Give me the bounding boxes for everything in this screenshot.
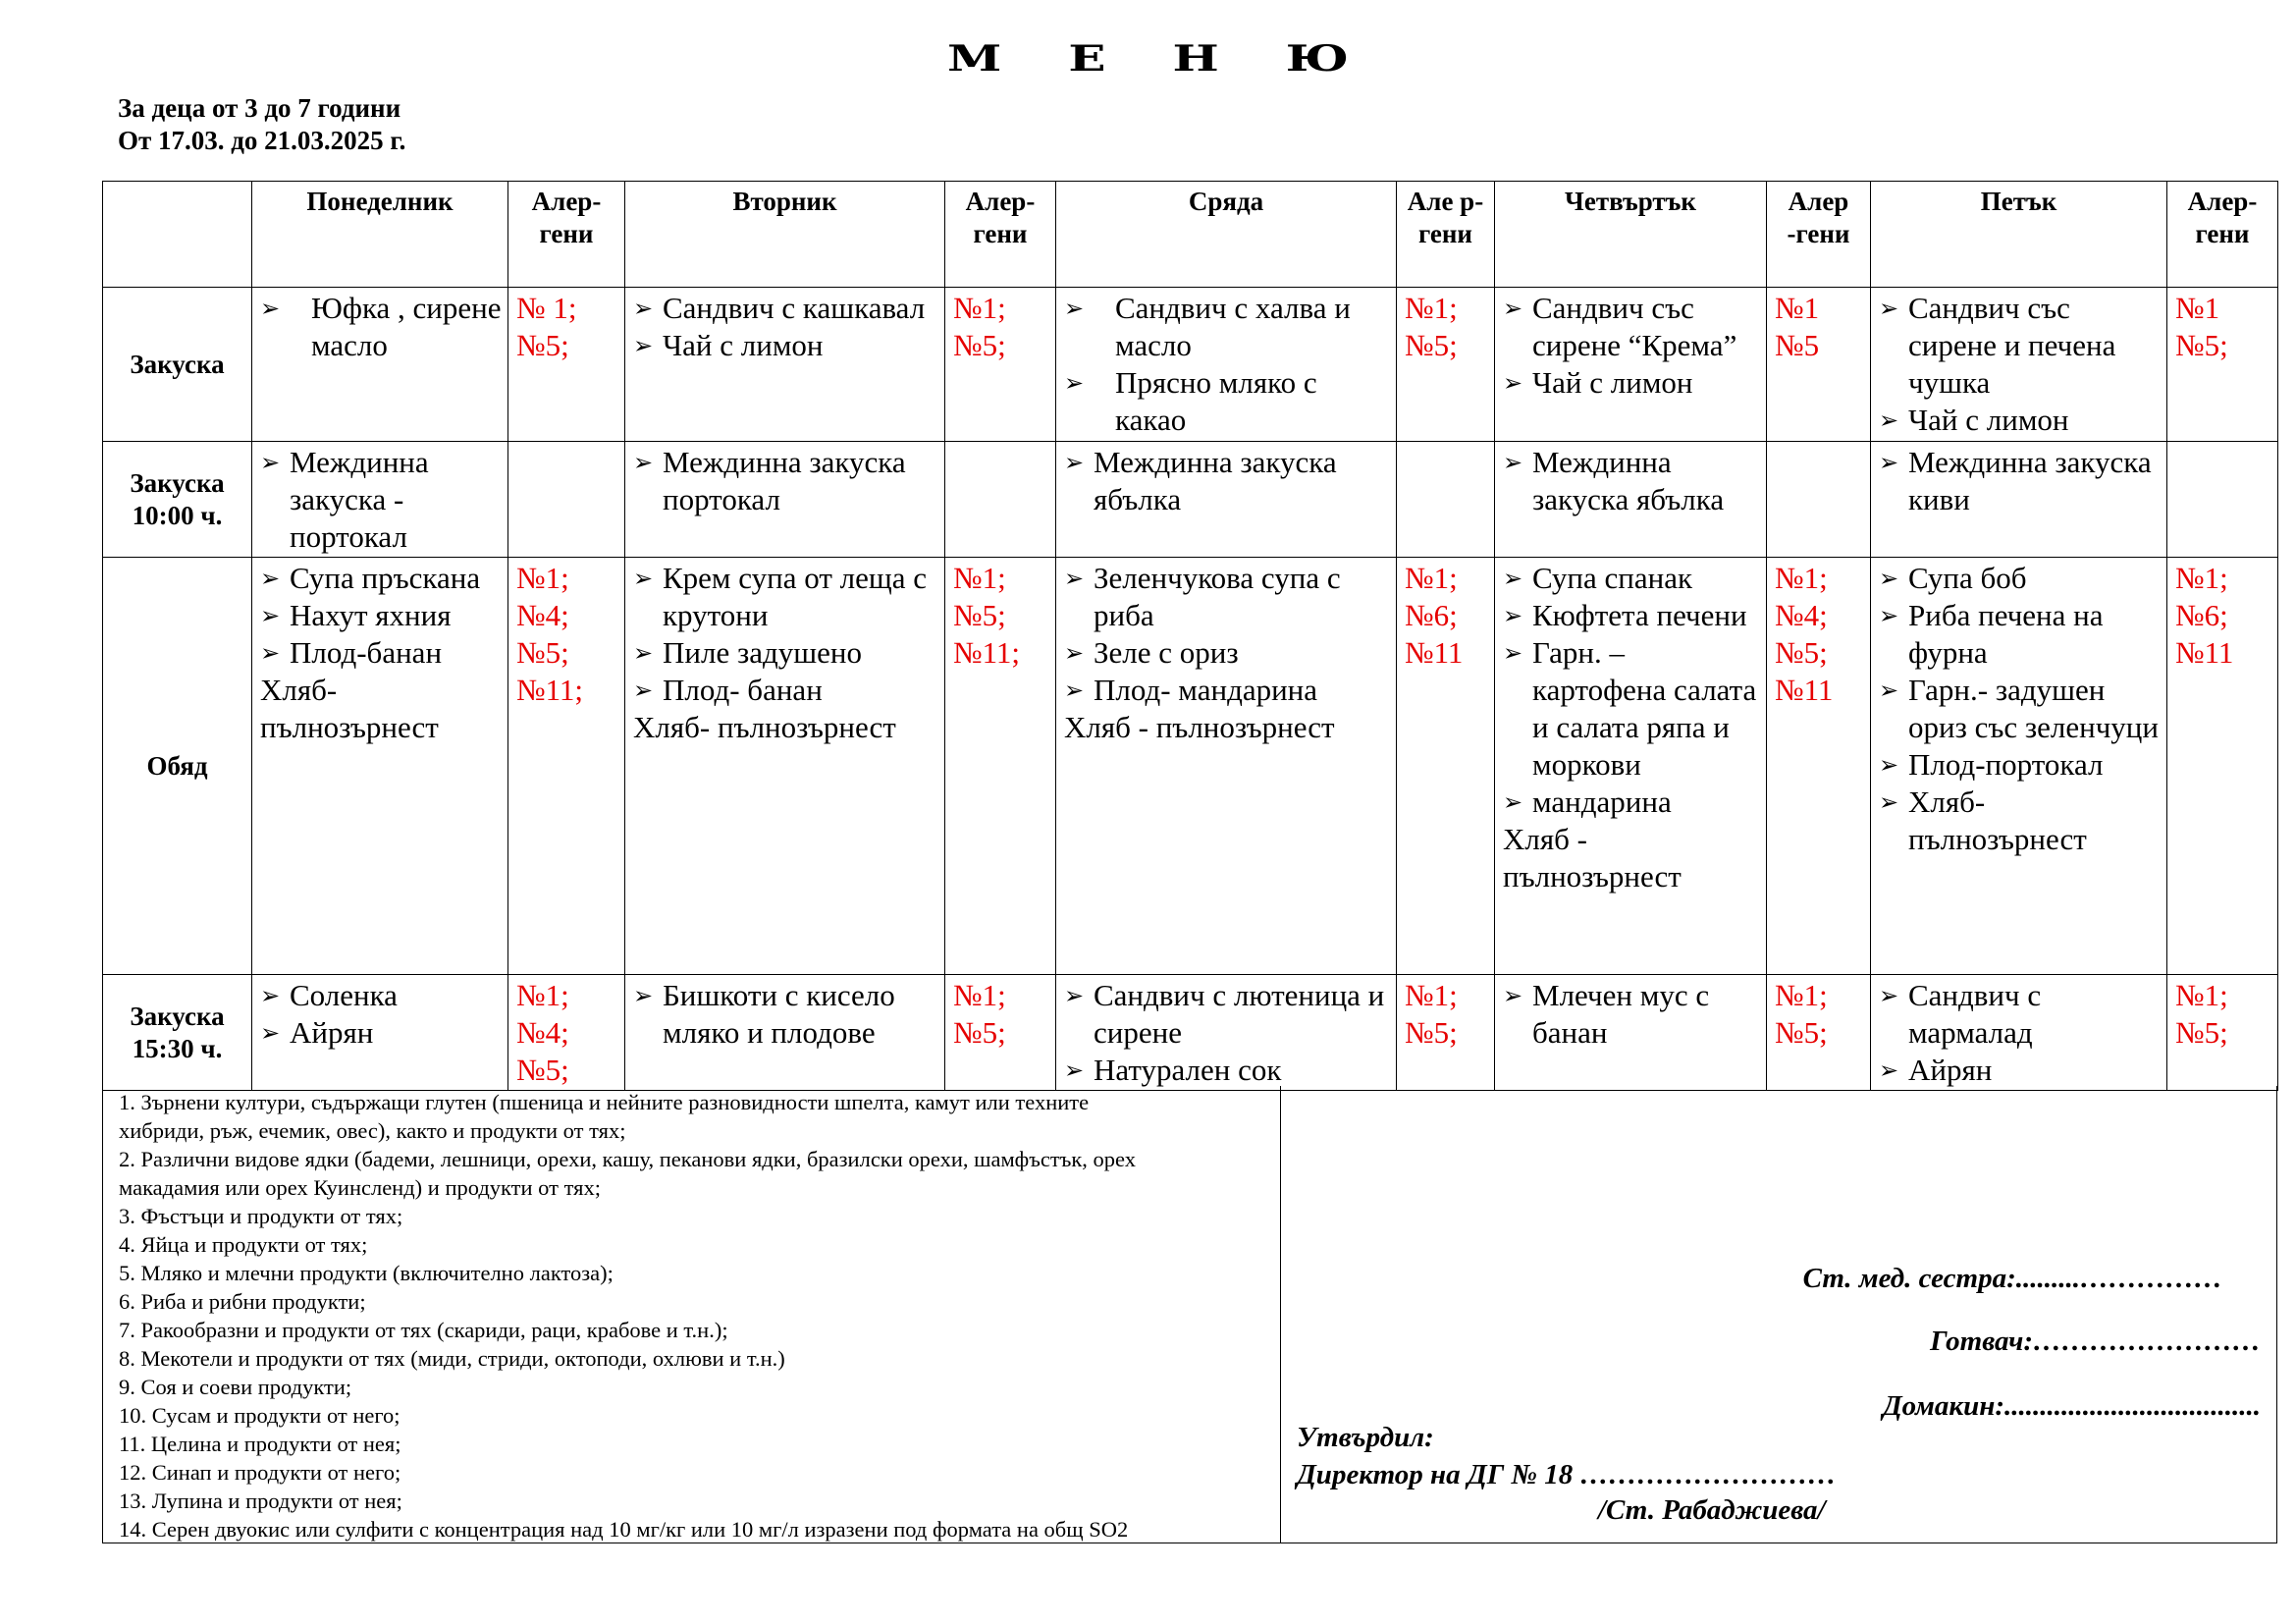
subtitle-dates: От 17.03. до 21.03.2025 г. — [118, 126, 406, 155]
allergen-code: №11 — [2175, 635, 2234, 670]
dish-item: ➢ Зеленчукова супа с риба — [1064, 560, 1393, 634]
dish-cell — [625, 442, 945, 558]
dish-item: ➢ мандарина — [1503, 784, 1763, 821]
dish-cell — [1056, 558, 1397, 975]
meal-name: Закуска — [103, 288, 252, 442]
allergen-code: №5; — [953, 598, 1006, 632]
allergen-code: №11 — [1405, 635, 1464, 670]
dish-item: ➢ Сандвич с лютеница и сирене — [1064, 977, 1393, 1052]
dish-item: ➢ Плод-портокал — [1879, 746, 2163, 784]
allergen-code: №1; — [2175, 561, 2228, 595]
dish-cell — [1871, 558, 2167, 975]
allergen-code: №1; — [516, 561, 569, 595]
dish-item: ➢ Чай с лимон — [1503, 364, 1763, 402]
allergen-code: №4; — [516, 598, 569, 632]
director-signature: Директор на ДГ № 18 ……………………… — [1297, 1459, 1837, 1490]
dish-item: ➢ Бишкоти с кисело мляко и плодове — [633, 977, 941, 1052]
header-cell: Сряда — [1056, 182, 1397, 288]
dish-cell — [252, 975, 508, 1091]
allergen-code: №1; — [1775, 978, 1828, 1012]
dish-cell — [1871, 288, 2167, 442]
header-cell: Алер-гени — [2167, 182, 2278, 288]
allergen-code: №1; — [516, 978, 569, 1012]
allergen-code: №5; — [516, 328, 569, 362]
dish-item: ➢ Междинна закуска киви — [1879, 444, 2163, 518]
dish-cell — [252, 442, 508, 558]
dish-item: ➢ Плод- мандарина — [1064, 672, 1393, 709]
approved-label: Утвърдил: — [1297, 1422, 1434, 1453]
allergen-cell — [2167, 558, 2278, 975]
allergen-code: №5 — [1775, 328, 1820, 362]
allergen-cell — [945, 288, 1056, 442]
dish-list — [633, 560, 941, 709]
dish-item: ➢ Зеле с ориз — [1064, 634, 1393, 672]
dish-item: ➢ Млечен мус с банан — [1503, 977, 1763, 1052]
allergen-code: №5; — [953, 1015, 1006, 1050]
allergen-code: №1; — [1405, 561, 1458, 595]
dish-cell — [1056, 975, 1397, 1091]
cook-signature: Готвач:…………………… — [1930, 1326, 2261, 1357]
dish-item: ➢ Сандвич с кашкавал — [633, 290, 941, 327]
allergen-cell — [508, 975, 625, 1091]
dish-item: ➢ Междинна закуска ябълка — [1064, 444, 1393, 518]
dish-cell — [625, 288, 945, 442]
allergen-code: №6; — [2175, 598, 2228, 632]
legend-line: 10. Сусам и продукти от него; — [119, 1403, 400, 1428]
dish-item: ➢ Соленка — [260, 977, 505, 1014]
allergen-code: №5; — [1775, 635, 1828, 670]
allergen-code: №1 — [1775, 291, 1820, 325]
dish-item: ➢ Чай с лимон — [1879, 402, 2163, 439]
header-cell: Вторник — [625, 182, 945, 288]
allergen-cell — [1397, 442, 1495, 558]
title-letter: Н — [1172, 37, 1219, 80]
dish-list — [633, 444, 941, 518]
allergen-code: №4; — [516, 1015, 569, 1050]
legend-line: 11. Целина и продукти от нея; — [119, 1432, 401, 1456]
dish-cell — [625, 558, 945, 975]
allergen-cell — [945, 558, 1056, 975]
meal-row — [103, 288, 2278, 442]
legend-line: 12. Синап и продукти от него; — [119, 1460, 401, 1485]
allergen-code: №5; — [1405, 1015, 1458, 1050]
dish-list — [633, 290, 941, 364]
legend-line: 7. Ракообразни и продукти от тях (скариди, раци, крабове и т.н.); — [119, 1318, 728, 1342]
allergen-cell — [1397, 288, 1495, 442]
allergen-code: №11; — [953, 635, 1021, 670]
allergen-code: №11 — [1775, 673, 1834, 707]
legend-line: 14. Серен двуокис или сулфити с концентрация над 10 мг/кг или 10 мг/л изразени под формата на общ SO2 — [119, 1517, 1129, 1542]
dish-cell — [1056, 442, 1397, 558]
dish-item: ➢ Междинна закуска ябълка — [1503, 444, 1763, 518]
meal-name: Обяд — [103, 558, 252, 975]
allergen-code: №5; — [953, 328, 1006, 362]
bread-item: Хляб - пълнозърнест — [1503, 822, 1682, 893]
allergen-code: № 1; — [516, 291, 577, 325]
nurse-signature: Ст. мед. сестра:.........…………… — [1802, 1263, 2222, 1294]
dish-cell — [1495, 442, 1767, 558]
allergen-code: №1; — [1405, 978, 1458, 1012]
header-cell: Алер-гени — [508, 182, 625, 288]
menu-table — [102, 181, 2278, 1091]
dish-list — [1503, 290, 1763, 402]
dish-list — [633, 977, 941, 1052]
dish-list — [260, 560, 505, 672]
allergen-cell — [1767, 975, 1871, 1091]
dish-list — [1064, 977, 1393, 1089]
allergen-cell — [1767, 288, 1871, 442]
dish-item: ➢ Междинна закуска портокал — [633, 444, 941, 518]
dish-list — [260, 290, 505, 364]
page-title — [0, 37, 2296, 79]
allergen-cell — [1397, 558, 1495, 975]
bread-item: Хляб- пълнозърнест — [633, 710, 896, 744]
legend-line: макадамия или орех Куинсленд) и продукти от тях; — [119, 1175, 601, 1200]
housekeeper-signature: Домакин:.................................... — [1882, 1390, 2261, 1422]
dish-list — [260, 444, 505, 556]
allergen-code: №11; — [516, 673, 584, 707]
allergen-code: №1; — [953, 978, 1006, 1012]
legend-line: 6. Риба и рибни продукти; — [119, 1289, 366, 1314]
allergen-legend — [103, 1086, 1281, 1543]
dish-item: ➢ Хляб-пълнозърнест — [1879, 784, 2163, 858]
header-cell: Четвъртък — [1495, 182, 1767, 288]
dish-list — [1879, 560, 2163, 858]
dish-item: ➢ Гарн.- задушен ориз със зеленчуци — [1879, 672, 2163, 746]
allergen-code: №6; — [1405, 598, 1458, 632]
allergen-code: №5; — [1775, 1015, 1828, 1050]
meal-row — [103, 558, 2278, 975]
allergen-code: №4; — [1775, 598, 1828, 632]
dish-cell — [1495, 558, 1767, 975]
legend-line: 8. Мекотели и продукти от тях (миди, стриди, октоподи, охлюви и т.н.) — [119, 1346, 785, 1371]
header-cell: Алер-гени — [945, 182, 1056, 288]
dish-item: ➢ Прясно мляко с какао — [1064, 364, 1393, 439]
header-cell: Понеделник — [252, 182, 508, 288]
dish-item: ➢ Супа боб — [1879, 560, 2163, 597]
legend-line: 5. Мляко и млечни продукти (включително лактоза); — [119, 1261, 614, 1285]
dish-cell — [252, 288, 508, 442]
dish-item: ➢ Междинна закуска - портокал — [260, 444, 505, 556]
bread-item: Хляб-пълнозърнест — [260, 673, 439, 744]
allergen-cell — [1767, 442, 1871, 558]
dish-list — [1879, 977, 2163, 1089]
dish-item: ➢ Крем супа от леща с крутони — [633, 560, 941, 634]
allergen-code: №1 — [2175, 291, 2220, 325]
legend-line: 3. Фъстъци и продукти от тях; — [119, 1204, 403, 1228]
legend-line: 9. Соя и соеви продукти; — [119, 1375, 352, 1399]
dish-cell — [625, 975, 945, 1091]
allergen-cell — [1397, 975, 1495, 1091]
dish-item: ➢ Чай с лимон — [633, 327, 941, 364]
title-letter: Е — [1068, 37, 1106, 80]
header-cell: Але р-гени — [1397, 182, 1495, 288]
allergen-code: №5; — [516, 635, 569, 670]
allergen-code: №5; — [2175, 328, 2228, 362]
dish-list — [1064, 560, 1393, 709]
allergen-code: №1; — [953, 561, 1006, 595]
subtitle-age: За деца от 3 до 7 години — [118, 93, 401, 123]
dish-cell — [252, 558, 508, 975]
dish-cell — [1495, 288, 1767, 442]
dish-item: ➢ Айрян — [1879, 1052, 2163, 1089]
dish-list — [1879, 290, 2163, 439]
allergen-code: №5; — [2175, 1015, 2228, 1050]
dish-list — [1879, 444, 2163, 518]
dish-item: ➢ Супа спанак — [1503, 560, 1763, 597]
allergen-cell — [945, 442, 1056, 558]
title-letter: Ю — [1285, 37, 1350, 80]
header-cell — [103, 182, 252, 288]
allergen-code: №1; — [2175, 978, 2228, 1012]
dish-list — [1503, 560, 1763, 821]
dish-item: ➢ Плод- банан — [633, 672, 941, 709]
meal-name: Закуска 10:00 ч. — [103, 442, 252, 558]
allergen-cell — [2167, 975, 2278, 1091]
dish-item: ➢ Юфка , сирене масло — [260, 290, 505, 364]
meal-name: Закуска 15:30 ч. — [103, 975, 252, 1091]
dish-list — [260, 977, 505, 1052]
legend-line: хибриди, ръж, ечемик, овес), както и продукти от тях; — [119, 1118, 626, 1143]
title-letter: М — [946, 37, 1002, 80]
dish-item: ➢ Супа пръскана — [260, 560, 505, 597]
dish-item: ➢ Сандвич с халва и масло — [1064, 290, 1393, 364]
allergen-code: №1; — [953, 291, 1006, 325]
allergen-code: №1; — [1775, 561, 1828, 595]
allergen-cell — [508, 288, 625, 442]
allergen-cell — [945, 975, 1056, 1091]
dish-item: ➢ Нахут яхния — [260, 597, 505, 634]
allergen-code: №5; — [516, 1053, 569, 1087]
header-cell: Алер -гени — [1767, 182, 1871, 288]
header-row — [103, 182, 2278, 288]
dish-item: ➢ Пиле задушено — [633, 634, 941, 672]
allergen-cell — [2167, 442, 2278, 558]
meal-row — [103, 442, 2278, 558]
allergen-cell — [1767, 558, 1871, 975]
header-cell: Петък — [1871, 182, 2167, 288]
dish-item: ➢ Натурален сок — [1064, 1052, 1393, 1089]
legend-line: 1. Зърнени култури, съдържащи глутен (пшеница и нейните разновидности шпелта, камут или техните — [119, 1090, 1090, 1114]
allergen-cell — [2167, 288, 2278, 442]
dish-cell — [1871, 442, 2167, 558]
dish-list — [1503, 444, 1763, 518]
dish-item: ➢ Сандвич със сирене “Крема” — [1503, 290, 1763, 364]
director-name: /Ст. Рабаджиева/ — [1598, 1494, 1826, 1526]
legend-line: 4. Яйца и продукти от тях; — [119, 1232, 368, 1257]
dish-cell — [1871, 975, 2167, 1091]
allergen-cell — [508, 442, 625, 558]
meal-row — [103, 975, 2278, 1091]
dish-list — [1064, 444, 1393, 518]
bread-item: Хляб - пълнозърнест — [1064, 710, 1335, 744]
allergen-code: №1; — [1405, 291, 1458, 325]
dish-item: ➢ Айрян — [260, 1014, 505, 1052]
legend-line: 2. Различни видове ядки (бадеми, лешници, орехи, кашу, пеканови ядки, бразилски орехи, шамфъстък, орех — [119, 1147, 1136, 1171]
footer-box — [102, 1086, 2277, 1543]
dish-cell — [1495, 975, 1767, 1091]
dish-item: ➢ Сандвич със сирене и печена чушка — [1879, 290, 2163, 402]
dish-item: ➢ Сандвич с мармалад — [1879, 977, 2163, 1052]
dish-item: ➢ Кюфтета печени — [1503, 597, 1763, 634]
dish-cell — [1056, 288, 1397, 442]
dish-list — [1064, 290, 1393, 439]
dish-list — [1503, 977, 1763, 1052]
legend-line: 13. Лупина и продукти от нея; — [119, 1489, 402, 1513]
dish-item: ➢ Риба печена на фурна — [1879, 597, 2163, 672]
allergen-cell — [508, 558, 625, 975]
dish-item: ➢ Плод-банан — [260, 634, 505, 672]
allergen-code: №5; — [1405, 328, 1458, 362]
dish-item: ➢ Гарн. – картофена салата и салата ряпа и моркови — [1503, 634, 1763, 784]
